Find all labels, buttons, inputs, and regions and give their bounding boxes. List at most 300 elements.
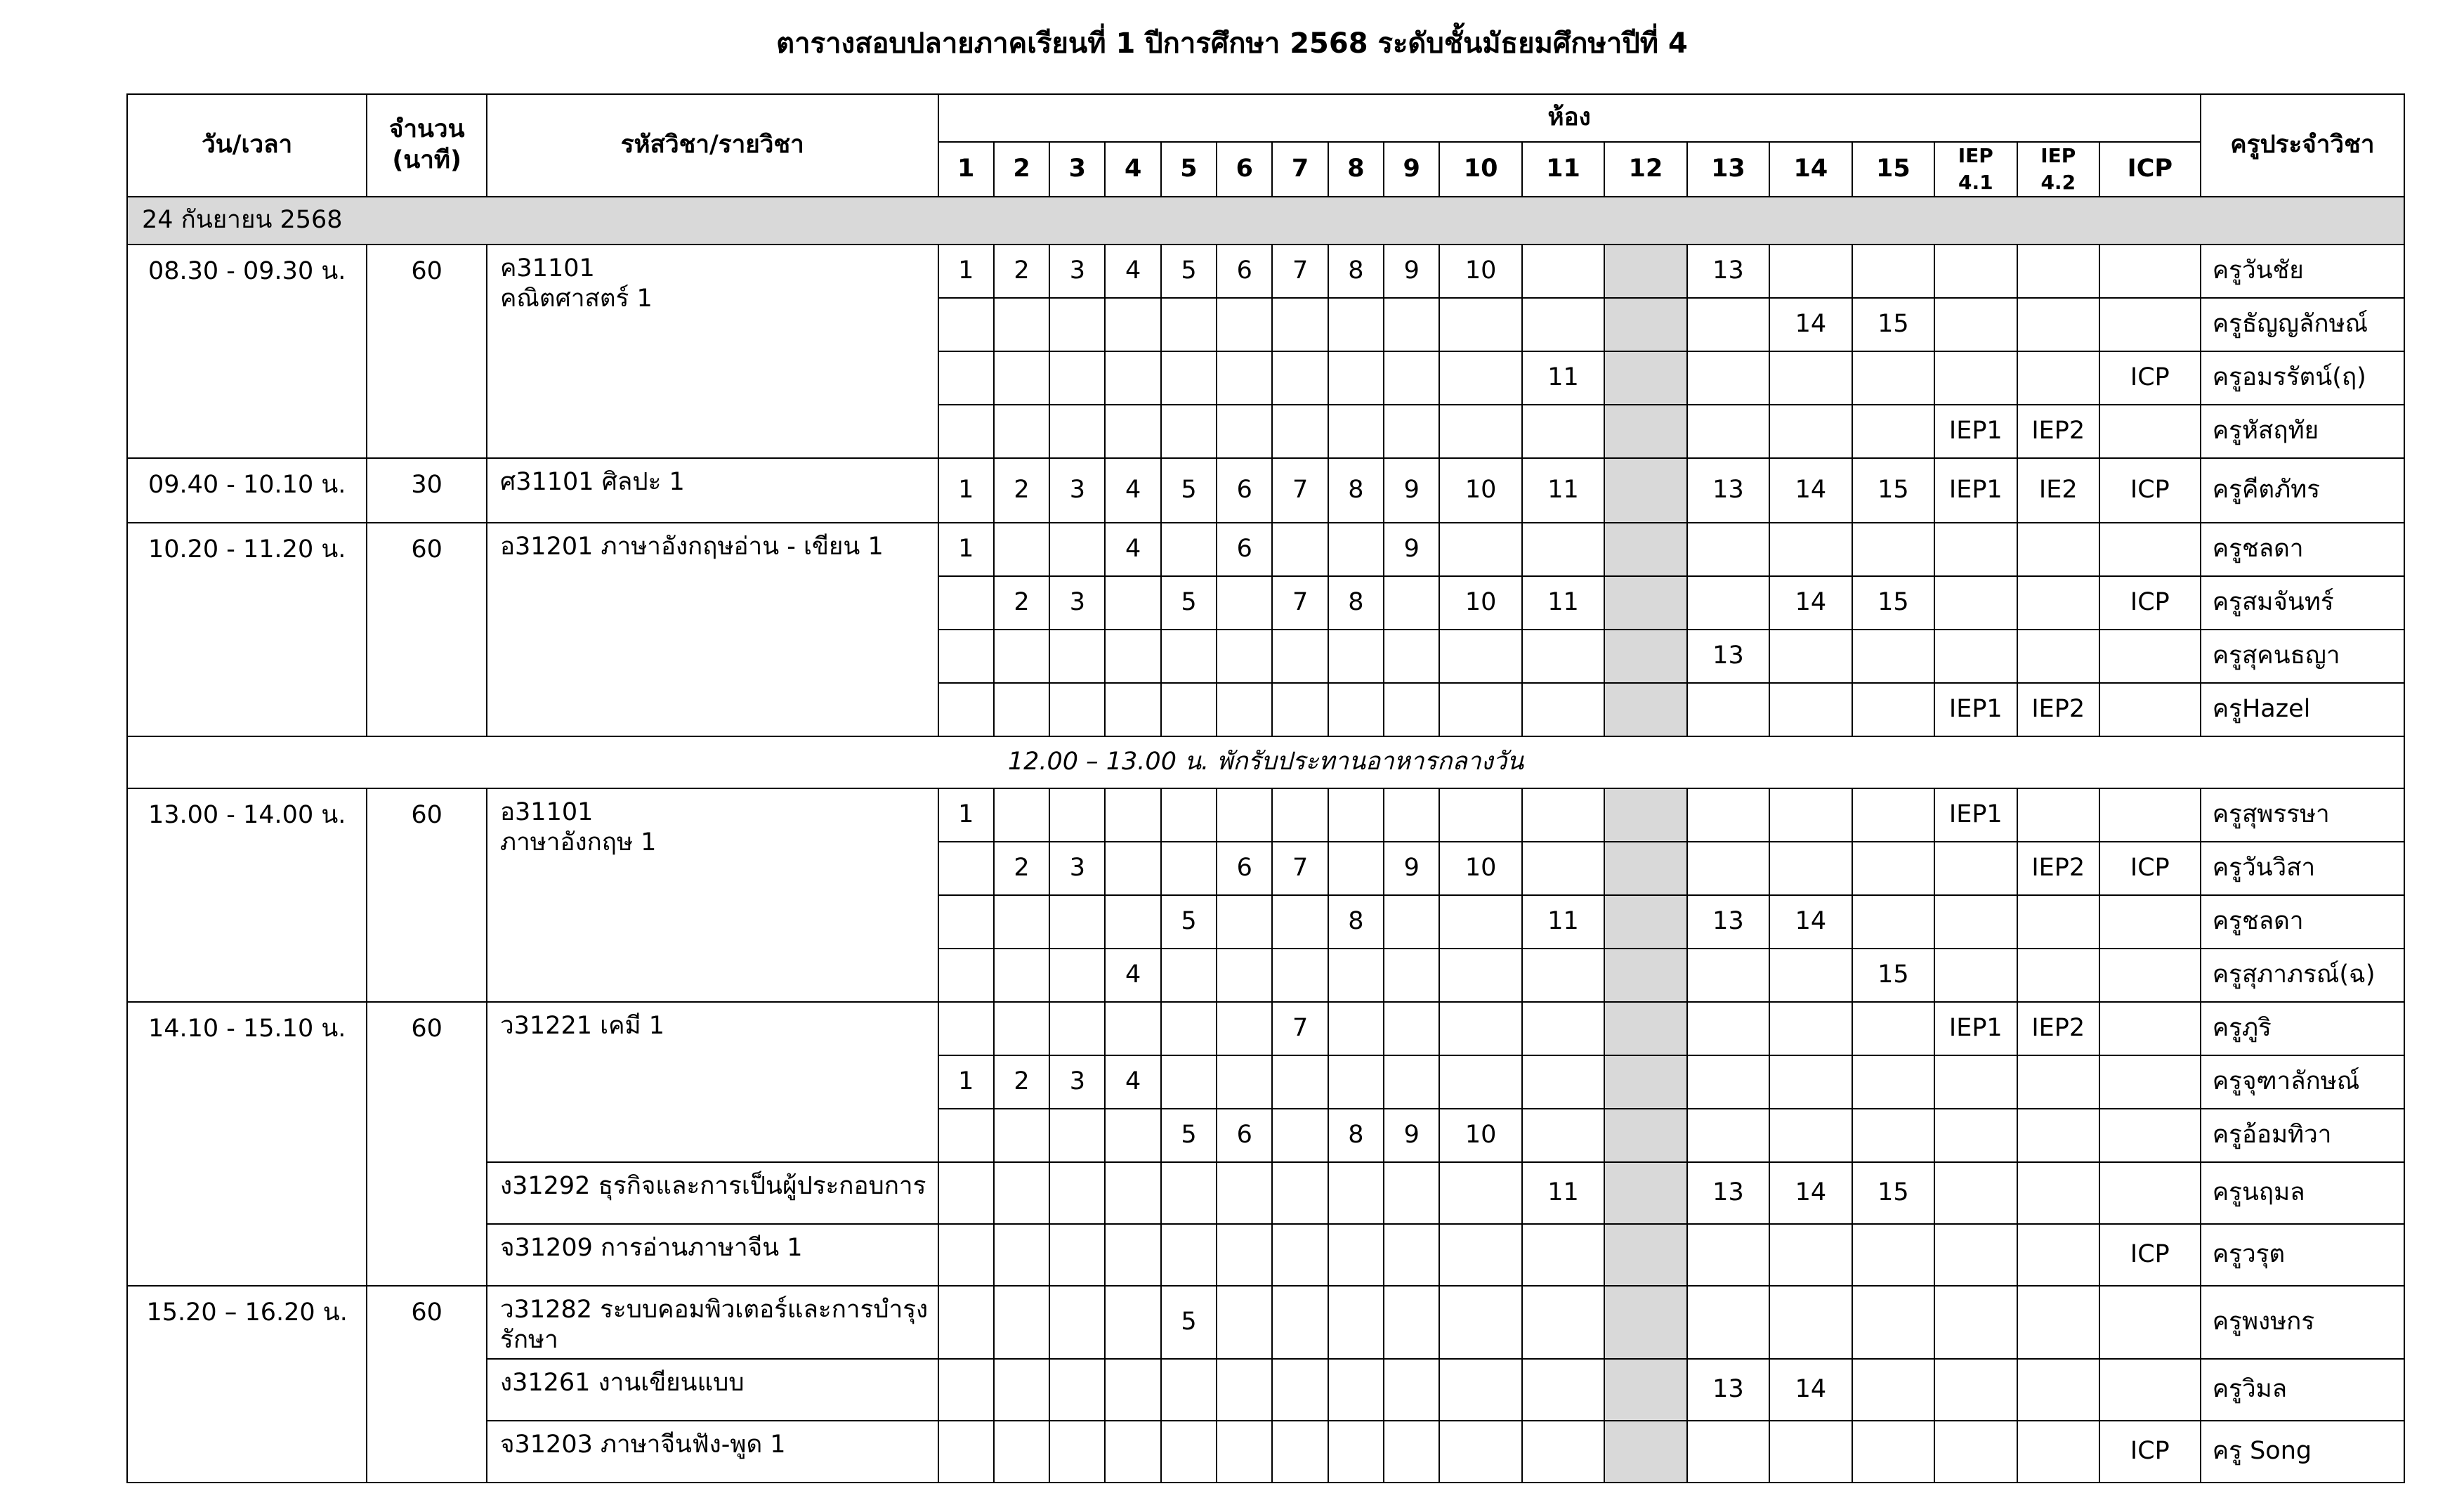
room-cell	[1217, 351, 1272, 405]
room-cell	[1852, 1286, 1934, 1359]
teacher-name: ครูสุพรรษา	[2201, 788, 2404, 842]
room-cell: 5	[1161, 245, 1217, 298]
room-cell: 11	[1522, 1162, 1604, 1224]
room-cell	[1272, 405, 1328, 458]
room-cell	[2099, 895, 2201, 949]
room-cell	[938, 576, 994, 630]
teacher-name: ครูชลดา	[2201, 895, 2404, 949]
room-cell	[2017, 523, 2099, 576]
room-cell: ICP	[2099, 1224, 2201, 1286]
header-time: วัน/เวลา	[127, 94, 367, 197]
room-cell: ICP	[2099, 351, 2201, 405]
room-cell	[1384, 576, 1439, 630]
room-cell	[2099, 788, 2201, 842]
room-cell	[2099, 1002, 2201, 1055]
room-cell	[1328, 949, 1384, 1002]
room-cell	[2017, 788, 2099, 842]
room-cell	[2099, 523, 2201, 576]
room-cell	[1769, 1055, 1852, 1109]
room-cell	[1217, 1162, 1272, 1224]
room-cell	[1934, 1421, 2017, 1483]
room-cell: 13	[1687, 895, 1769, 949]
date-row	[127, 197, 2404, 245]
header-rooms: ห้อง	[938, 94, 2201, 142]
room-cell	[1934, 245, 2017, 298]
room-cell	[994, 895, 1049, 949]
room-cell: 6	[1217, 523, 1272, 576]
room-cell	[1687, 949, 1769, 1002]
room-cell	[1272, 1162, 1328, 1224]
room-cell	[938, 895, 994, 949]
room-cell	[1384, 1421, 1439, 1483]
room-cell	[1161, 298, 1217, 351]
room-cell	[1604, 351, 1686, 405]
room-cell	[1522, 1359, 1604, 1421]
room-cell: 8	[1328, 245, 1384, 298]
room-cell	[1604, 1359, 1686, 1421]
room-cell	[1522, 1055, 1604, 1109]
room-cell: 1	[938, 458, 994, 523]
room-cell	[1604, 298, 1686, 351]
room-cell	[1769, 1002, 1852, 1055]
room-cell: 4	[1105, 245, 1160, 298]
room-cell	[1934, 895, 2017, 949]
room-header-cell: 2	[994, 142, 1049, 197]
room-cell	[2017, 1055, 2099, 1109]
room-cell	[994, 630, 1049, 683]
lunch-break-row	[127, 736, 2404, 788]
room-cell: ICP	[2099, 576, 2201, 630]
room-cell	[1049, 895, 1105, 949]
room-cell	[1049, 1359, 1105, 1421]
room-cell	[2017, 949, 2099, 1002]
room-cell	[1272, 949, 1328, 1002]
room-cell: 4	[1105, 458, 1160, 523]
room-cell	[2099, 298, 2201, 351]
room-cell	[994, 523, 1049, 576]
room-cell	[1049, 1162, 1105, 1224]
teacher-name: ครูอ้อมทิวา	[2201, 1109, 2404, 1162]
room-cell	[1934, 842, 2017, 895]
exam-duration: 60	[367, 1286, 487, 1483]
room-cell	[1105, 298, 1160, 351]
room-cell	[1522, 1109, 1604, 1162]
room-cell	[1604, 895, 1686, 949]
room-cell: 10	[1439, 576, 1521, 630]
room-cell	[1852, 1109, 1934, 1162]
room-cell	[1384, 351, 1439, 405]
room-cell: IE2	[2017, 458, 2099, 523]
room-cell	[938, 1224, 994, 1286]
room-cell	[1522, 842, 1604, 895]
room-cell	[1687, 788, 1769, 842]
room-cell	[1049, 788, 1105, 842]
room-cell	[1439, 683, 1521, 736]
room-cell	[1687, 842, 1769, 895]
room-cell	[1852, 1359, 1934, 1421]
room-header-cell: 12	[1604, 142, 1686, 197]
room-cell	[994, 1162, 1049, 1224]
room-cell	[1384, 1055, 1439, 1109]
teacher-name: ครูนฤมล	[2201, 1162, 2404, 1224]
room-cell	[1439, 895, 1521, 949]
room-cell	[994, 405, 1049, 458]
room-cell: 9	[1384, 245, 1439, 298]
room-cell	[1604, 1109, 1686, 1162]
room-cell	[1328, 1162, 1384, 1224]
room-cell: 11	[1522, 351, 1604, 405]
room-cell	[2099, 1359, 2201, 1421]
date-label: 24 กันยายน 2568	[127, 197, 2404, 245]
room-header-cell: 5	[1161, 142, 1217, 197]
room-cell	[2017, 1224, 2099, 1286]
room-cell	[1217, 576, 1272, 630]
room-header-cell: 13	[1687, 142, 1769, 197]
room-cell	[1439, 1421, 1521, 1483]
room-cell	[1604, 1421, 1686, 1483]
room-cell: IEP1	[1934, 1002, 2017, 1055]
room-cell	[1769, 351, 1852, 405]
subject-name: อ31101 ภาษาอังกฤษ 1	[487, 788, 938, 1002]
room-cell: 11	[1522, 895, 1604, 949]
room-cell	[1217, 895, 1272, 949]
room-cell	[1328, 523, 1384, 576]
room-cell: 7	[1272, 576, 1328, 630]
room-cell: 11	[1522, 576, 1604, 630]
room-cell: 3	[1049, 842, 1105, 895]
room-header-cell: IEP 4.2	[2017, 142, 2099, 197]
room-cell	[938, 298, 994, 351]
room-cell: 5	[1161, 576, 1217, 630]
room-cell: 14	[1769, 576, 1852, 630]
room-cell: ICP	[2099, 842, 2201, 895]
room-cell	[1769, 245, 1852, 298]
room-cell	[1687, 1109, 1769, 1162]
table-row	[127, 245, 2404, 298]
room-cell	[1105, 405, 1160, 458]
room-cell	[994, 1421, 1049, 1483]
room-cell	[1049, 1421, 1105, 1483]
room-cell	[1604, 842, 1686, 895]
room-cell	[1217, 630, 1272, 683]
room-cell	[1328, 630, 1384, 683]
room-cell: 15	[1852, 576, 1934, 630]
teacher-name: ครูชลดา	[2201, 523, 2404, 576]
room-cell	[1272, 298, 1328, 351]
room-cell	[1161, 351, 1217, 405]
room-cell: 8	[1328, 895, 1384, 949]
room-cell	[1384, 630, 1439, 683]
room-cell	[1049, 1002, 1105, 1055]
room-cell	[2017, 630, 2099, 683]
room-cell	[1852, 523, 1934, 576]
room-header-cell: IEP 4.1	[1934, 142, 2017, 197]
room-cell	[1604, 630, 1686, 683]
room-cell: 2	[994, 842, 1049, 895]
room-cell	[1604, 788, 1686, 842]
room-header-cell: 4	[1105, 142, 1160, 197]
room-cell	[1439, 523, 1521, 576]
room-cell	[1852, 630, 1934, 683]
room-cell	[1769, 1421, 1852, 1483]
room-cell: 11	[1522, 458, 1604, 523]
room-cell	[2017, 1286, 2099, 1359]
room-cell: 5	[1161, 895, 1217, 949]
room-cell	[1384, 298, 1439, 351]
room-cell	[1161, 1359, 1217, 1421]
room-header-cell: 15	[1852, 142, 1934, 197]
room-cell: 4	[1105, 949, 1160, 1002]
room-header-cell: 7	[1272, 142, 1328, 197]
room-cell	[1272, 1421, 1328, 1483]
room-cell	[1105, 1162, 1160, 1224]
room-cell	[1328, 351, 1384, 405]
room-cell	[1049, 1286, 1105, 1359]
exam-time: 09.40 - 10.10 น.	[127, 458, 367, 523]
exam-time: 13.00 - 14.00 น.	[127, 788, 367, 1002]
room-cell	[1049, 523, 1105, 576]
room-cell	[1934, 523, 2017, 576]
room-cell: IEP1	[1934, 458, 2017, 523]
room-cell	[994, 949, 1049, 1002]
room-cell	[938, 1109, 994, 1162]
room-cell	[1161, 1002, 1217, 1055]
teacher-name: ครูพงษกร	[2201, 1286, 2404, 1359]
room-cell	[1522, 1286, 1604, 1359]
room-cell	[1328, 1421, 1384, 1483]
room-cell: 7	[1272, 1002, 1328, 1055]
room-cell	[1328, 1224, 1384, 1286]
room-cell	[1769, 523, 1852, 576]
room-header-cell: 9	[1384, 142, 1439, 197]
subject-name: ง31261 งานเขียนแบบ	[487, 1359, 938, 1421]
room-cell	[1852, 788, 1934, 842]
room-cell	[1105, 576, 1160, 630]
room-cell	[1384, 1002, 1439, 1055]
room-cell: IEP1	[1934, 683, 2017, 736]
room-cell	[1105, 842, 1160, 895]
room-cell	[2017, 1162, 2099, 1224]
room-cell	[1934, 1055, 2017, 1109]
room-cell	[1687, 576, 1769, 630]
room-cell	[1272, 1224, 1328, 1286]
room-cell	[2099, 630, 2201, 683]
room-cell	[1687, 298, 1769, 351]
room-cell	[1604, 1224, 1686, 1286]
exam-duration: 60	[367, 523, 487, 736]
table-row	[127, 523, 2404, 576]
room-header-cell: 8	[1328, 142, 1384, 197]
room-cell: 9	[1384, 523, 1439, 576]
room-cell	[1105, 1359, 1160, 1421]
room-cell	[1604, 683, 1686, 736]
room-cell: 8	[1328, 458, 1384, 523]
room-cell	[1272, 630, 1328, 683]
schedule-body	[127, 197, 2404, 1483]
room-header-cell: 14	[1769, 142, 1852, 197]
room-cell: 8	[1328, 576, 1384, 630]
room-cell	[1384, 1162, 1439, 1224]
room-cell: 13	[1687, 1359, 1769, 1421]
table-row	[127, 1002, 2404, 1055]
room-cell	[1934, 630, 2017, 683]
room-cell: 15	[1852, 458, 1934, 523]
room-cell	[938, 1002, 994, 1055]
room-cell	[2017, 351, 2099, 405]
room-cell	[1439, 405, 1521, 458]
room-cell	[1769, 1224, 1852, 1286]
room-cell	[2017, 895, 2099, 949]
room-cell	[1687, 1055, 1769, 1109]
teacher-name: ครูวรุต	[2201, 1224, 2404, 1286]
room-header-cell: 11	[1522, 142, 1604, 197]
room-cell	[1934, 1224, 2017, 1286]
room-cell	[938, 1359, 994, 1421]
room-cell	[1439, 1359, 1521, 1421]
room-cell	[1272, 351, 1328, 405]
room-cell	[1161, 523, 1217, 576]
room-cell	[1217, 1286, 1272, 1359]
exam-duration: 60	[367, 788, 487, 1002]
teacher-name: ครูวันชัย	[2201, 245, 2404, 298]
room-cell	[1604, 1002, 1686, 1055]
room-cell	[1105, 630, 1160, 683]
room-cell	[1384, 1286, 1439, 1359]
room-cell	[1049, 949, 1105, 1002]
room-header-cell: 3	[1049, 142, 1105, 197]
room-cell	[2017, 245, 2099, 298]
room-cell	[2099, 1286, 2201, 1359]
room-cell	[994, 351, 1049, 405]
room-cell: 14	[1769, 458, 1852, 523]
room-cell	[1272, 1055, 1328, 1109]
room-cell	[1852, 1002, 1934, 1055]
room-cell	[1522, 405, 1604, 458]
room-cell	[1217, 1421, 1272, 1483]
room-cell	[1328, 1359, 1384, 1421]
room-cell: 9	[1384, 458, 1439, 523]
room-cell: 14	[1769, 895, 1852, 949]
page-title: ตารางสอบปลายภาคเรียนที่ 1 ปีการศึกษา 2568 ระดับชั้นมัธยมศึกษาปีที่ 4	[776, 27, 1688, 60]
room-cell	[2017, 1359, 2099, 1421]
room-cell	[994, 788, 1049, 842]
room-cell: ICP	[2099, 1421, 2201, 1483]
teacher-name: ครูHazel	[2201, 683, 2404, 736]
room-cell	[1272, 895, 1328, 949]
room-cell: IEP2	[2017, 1002, 2099, 1055]
room-cell: 5	[1161, 1286, 1217, 1359]
room-cell: 13	[1687, 1162, 1769, 1224]
room-cell	[1328, 1055, 1384, 1109]
room-cell	[938, 842, 994, 895]
room-cell	[2099, 949, 2201, 1002]
room-cell	[1769, 842, 1852, 895]
room-cell	[1852, 895, 1934, 949]
room-cell: 15	[1852, 1162, 1934, 1224]
room-cell: 9	[1384, 842, 1439, 895]
teacher-name: ครูสุภาภรณ์(ฉ)	[2201, 949, 2404, 1002]
table-row	[127, 1286, 2404, 1359]
room-cell	[1272, 523, 1328, 576]
room-cell	[1049, 630, 1105, 683]
room-cell	[1439, 1002, 1521, 1055]
room-cell: 7	[1272, 842, 1328, 895]
room-cell	[1161, 1162, 1217, 1224]
room-cell	[1769, 683, 1852, 736]
room-cell	[1384, 1359, 1439, 1421]
room-cell: 3	[1049, 1055, 1105, 1109]
room-cell	[1934, 949, 2017, 1002]
room-cell	[1687, 351, 1769, 405]
subject-name: ว31282 ระบบคอมพิวเตอร์และการบำรุงรักษา	[487, 1286, 938, 1359]
room-cell: 4	[1105, 523, 1160, 576]
room-cell: 13	[1687, 458, 1769, 523]
room-cell	[1217, 949, 1272, 1002]
room-cell: 14	[1769, 1162, 1852, 1224]
room-cell: 10	[1439, 458, 1521, 523]
room-cell	[1217, 1359, 1272, 1421]
room-cell	[1161, 1055, 1217, 1109]
room-cell: 3	[1049, 245, 1105, 298]
room-cell	[1161, 1224, 1217, 1286]
room-cell	[1934, 1359, 2017, 1421]
room-cell	[1604, 576, 1686, 630]
room-cell	[938, 1421, 994, 1483]
room-cell	[1439, 1055, 1521, 1109]
room-cell	[1049, 405, 1105, 458]
room-cell	[1604, 1286, 1686, 1359]
room-cell	[1934, 1162, 2017, 1224]
room-cell	[1328, 683, 1384, 736]
room-cell	[1049, 351, 1105, 405]
room-cell	[1384, 405, 1439, 458]
room-cell: 14	[1769, 1359, 1852, 1421]
room-cell	[1105, 683, 1160, 736]
teacher-name: ครูคีตภัทร	[2201, 458, 2404, 523]
subject-name: จ31209 การอ่านภาษาจีน 1	[487, 1224, 938, 1286]
room-cell	[1439, 351, 1521, 405]
room-cell	[2017, 1109, 2099, 1162]
room-cell	[2099, 1162, 2201, 1224]
room-cell	[1217, 298, 1272, 351]
room-cell	[1384, 895, 1439, 949]
room-cell	[1272, 1109, 1328, 1162]
teacher-name: ครูสมจันทร์	[2201, 576, 2404, 630]
room-cell	[1384, 788, 1439, 842]
subject-name: ค31101 คณิตศาสตร์ 1	[487, 245, 938, 458]
room-cell	[1217, 1055, 1272, 1109]
room-cell	[1934, 1286, 2017, 1359]
table-row	[127, 458, 2404, 523]
room-cell: 2	[994, 458, 1049, 523]
teacher-name: ครูจุฑาลักษณ์	[2201, 1055, 2404, 1109]
room-cell	[2099, 1055, 2201, 1109]
room-cell	[1384, 949, 1439, 1002]
exam-schedule-table	[126, 93, 2405, 1483]
room-cell	[1522, 949, 1604, 1002]
room-cell	[1604, 405, 1686, 458]
room-cell	[1522, 630, 1604, 683]
room-cell	[1439, 949, 1521, 1002]
room-cell	[1161, 683, 1217, 736]
room-cell: IEP1	[1934, 405, 2017, 458]
room-cell	[1522, 683, 1604, 736]
room-cell	[1161, 788, 1217, 842]
room-cell	[1852, 842, 1934, 895]
room-cell	[1604, 1162, 1686, 1224]
room-cell	[994, 1224, 1049, 1286]
room-cell	[938, 1286, 994, 1359]
